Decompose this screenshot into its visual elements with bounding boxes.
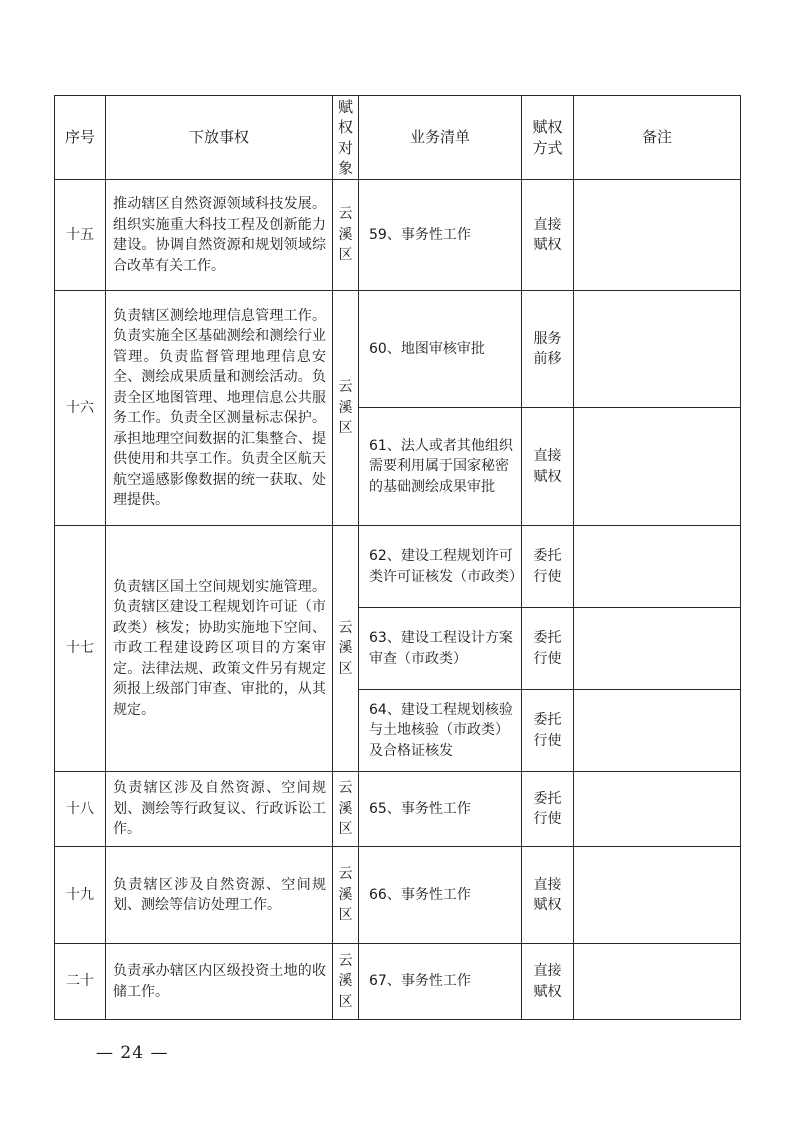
header-remarks: 备注 [574,96,741,180]
table-row [55,526,741,608]
row-seq: 十六 [55,291,106,526]
table-row [55,847,741,944]
row-remarks [574,690,741,772]
row-business: 59、事务性工作 [359,180,522,291]
row-target-text: 云溪区 [338,619,353,677]
row-method [522,291,574,408]
row-remarks [574,408,741,526]
row-business: 63、建设工程设计方案审查（市政类） [359,608,522,690]
row-method-text: 直接赋权 [533,216,562,253]
table-header-row [55,96,741,180]
row-target-text: 云溪区 [338,866,353,924]
row-target [333,180,359,291]
row-target-text: 云溪区 [338,952,353,1010]
row-remarks [574,772,741,847]
row-target-text: 云溪区 [338,780,353,838]
table-row [55,944,741,1020]
row-power: 负责承办辖区内区级投资土地的收储工作。 [106,944,333,1020]
row-method-text: 直接赋权 [533,448,562,485]
row-method-text: 委托行使 [533,712,562,749]
row-method-text: 直接赋权 [533,876,562,913]
row-method [522,690,574,772]
empowerment-table [54,95,741,1020]
row-power: 负责辖区涉及自然资源、空间规划、测绘等行政复议、行政诉讼工作。 [106,772,333,847]
row-business: 60、地图审核审批 [359,291,522,408]
row-remarks [574,608,741,690]
row-target-text: 云溪区 [338,206,353,264]
row-power: 推动辖区自然资源领域科技发展。组织实施重大科技工程及创新能力建设。协调自然资源和规划领域综合改革有关工作。 [106,180,333,291]
row-seq: 十七 [55,526,106,772]
page-number: — 24 — [96,1043,169,1063]
row-target [333,772,359,847]
row-business: 62、建设工程规划许可类许可证核发（市政类） [359,526,522,608]
row-method [522,608,574,690]
row-seq: 二十 [55,944,106,1020]
row-remarks [574,847,741,944]
row-target-text: 云溪区 [338,379,353,437]
row-seq: 十九 [55,847,106,944]
row-method-text: 委托行使 [533,630,562,667]
header-business: 业务清单 [359,96,522,180]
header-seq: 序号 [55,96,106,180]
row-target [333,291,359,526]
row-method [522,847,574,944]
row-method [522,944,574,1020]
row-seq: 十五 [55,180,106,291]
row-method-text: 服务前移 [533,330,562,367]
header-target [333,96,359,180]
row-business: 61、法人或者其他组织需要利用属于国家秘密的基础测绘成果审批 [359,408,522,526]
row-business: 65、事务性工作 [359,772,522,847]
row-target [333,847,359,944]
row-target [333,526,359,772]
row-business: 64、建设工程规划核验与土地核验（市政类）及合格证核发 [359,690,522,772]
row-method [522,180,574,291]
row-power: 负责辖区测绘地理信息管理工作。负责实施全区基础测绘和测绘行业管理。负责监督管理地理信息安全、测绘成果质量和测绘活动。负责全区地图管理、地理信息公共服务工作。负责全区测量标志保护。承担地理空间数据的汇集整合、提供使用和共享工作。负责全区航天航空遥感影像数据的统一获取、处理提供。 [106,291,333,526]
row-target [333,944,359,1020]
table-row [55,772,741,847]
table-row [55,180,741,291]
row-method [522,772,574,847]
row-business: 67、事务性工作 [359,944,522,1020]
row-remarks [574,291,741,408]
row-method-text: 委托行使 [533,790,562,827]
row-method [522,408,574,526]
row-remarks [574,180,741,291]
row-seq: 十八 [55,772,106,847]
table-row [55,291,741,408]
row-power: 负责辖区国土空间规划实施管理。负责辖区建设工程规划许可证（市政类）核发；协助实施地下空间、市政工程建设跨区项目的方案审定。法律法规、政策文件另有规定须报上级部门审查、审批的，从其规定。 [106,526,333,772]
header-method [522,96,574,180]
row-remarks [574,944,741,1020]
row-method-text: 直接赋权 [533,963,562,1000]
header-method-text: 赋权方式 [532,118,563,157]
row-method-text: 委托行使 [533,548,562,585]
row-remarks [574,526,741,608]
row-business: 66、事务性工作 [359,847,522,944]
row-power: 负责辖区涉及自然资源、空间规划、测绘等信访处理工作。 [106,847,333,944]
row-method [522,526,574,608]
header-target-text: 赋权对象 [337,97,353,177]
header-power: 下放事权 [106,96,333,180]
